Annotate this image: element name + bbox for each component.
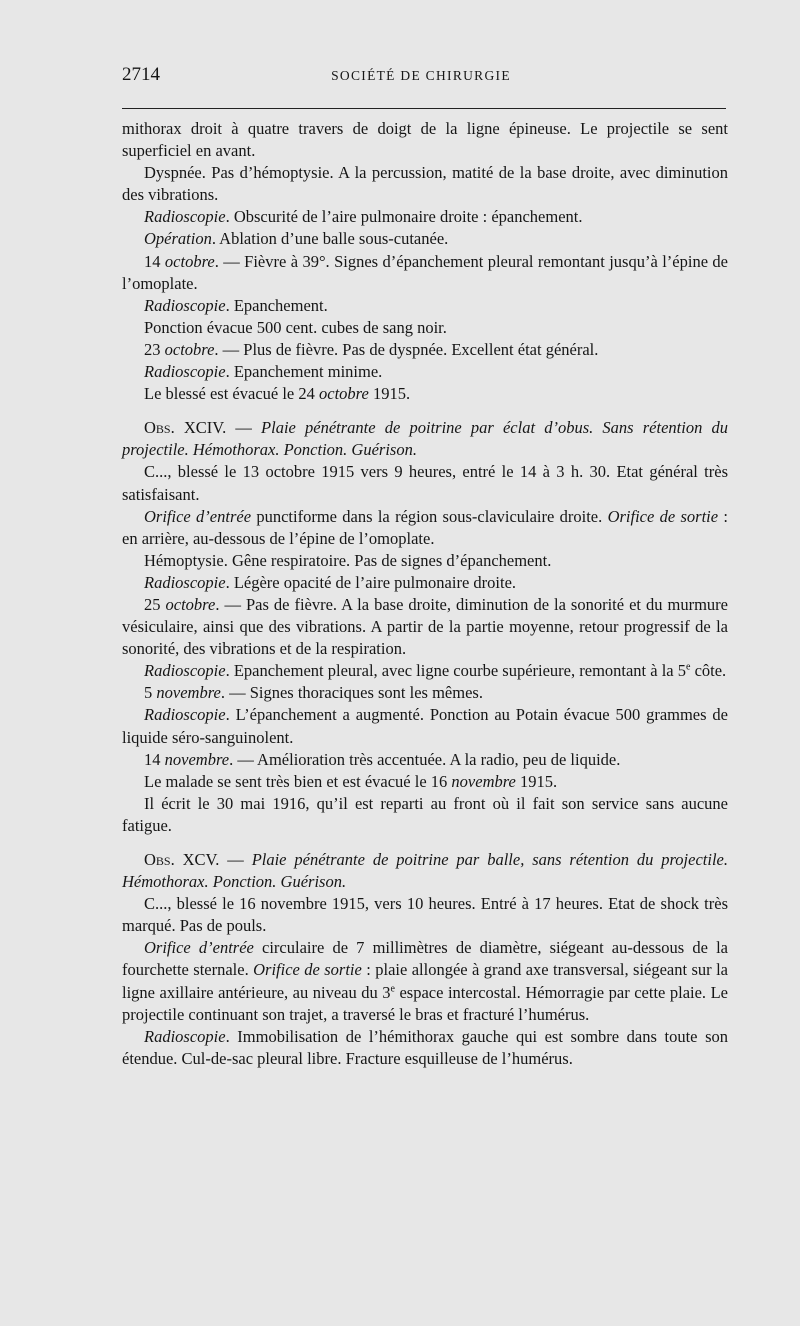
text-run: punctiforme dans la région sous-claviculaire droite. (251, 506, 608, 526)
text-run: Orifice d’entrée (144, 938, 254, 958)
paragraph (122, 118, 728, 162)
paragraph (122, 295, 728, 317)
text-run: Orifice d’entrée (144, 506, 252, 526)
body-text (122, 118, 728, 1070)
page-header (122, 64, 720, 92)
text-run: Plaie pénétrante de poitrine par balle, sans rétention du projectile. Hémothorax. Ponction. Guérison. (122, 850, 728, 892)
paragraph (122, 162, 728, 206)
paragraph (122, 206, 728, 228)
text-run: 1915. (368, 384, 411, 404)
text-run: 14 (144, 749, 165, 769)
text-run: . Obscurité de l’aire pulmonaire droite : épanchement. (225, 207, 583, 227)
text-run: 25 (144, 594, 166, 614)
running-title: SOCIÉTÉ DE CHIRURGIE (331, 68, 511, 83)
paragraph (122, 771, 728, 793)
text-run: Obs (144, 418, 171, 438)
paragraph (122, 849, 728, 893)
page-number: 2714 (122, 64, 160, 85)
text-run: 1915. (515, 771, 558, 791)
text-run: Le blessé est évacué le 24 (144, 384, 320, 404)
paragraph (122, 550, 728, 572)
text-run: . L’épanchement a augmenté. Ponction au Potain évacue 500 grammes de liquide séro-sanguinolent. (122, 705, 728, 747)
paragraph (122, 339, 728, 361)
paragraph (122, 417, 728, 461)
text-run: Radioscopie (144, 362, 226, 382)
text-run: C..., blessé le 13 octobre 1915 vers 9 heures, entré le 14 à 3 h. 30. Etat général très satisfaisant. (122, 462, 728, 504)
text-run: . XCIV. — (170, 418, 262, 438)
text-run: Obs (144, 850, 171, 869)
text-run: côte. (690, 661, 727, 681)
text-run: . — Fièvre à 39°. Signes d’épanchement pleural remontant jusqu’à l’épine de l’omoplate. (122, 251, 729, 293)
paragraph (122, 682, 728, 704)
text-run: 14 (144, 251, 165, 271)
text-run: Dyspnée. Pas d’hémoptysie. A la percussion, matité de la base droite, avec diminution des vibrations. (122, 163, 728, 205)
text-run: Radioscopie (144, 207, 226, 227)
text-run: Il écrit le 30 mai 1916, qu’il est reparti au front où il fait son service sans aucune fatigue. (122, 793, 728, 835)
text-run: Radioscopie (144, 1026, 226, 1046)
header-rule (122, 108, 726, 109)
text-run: Orifice de sortie (607, 506, 719, 526)
paragraph (122, 594, 728, 660)
paragraph (122, 893, 728, 937)
paragraph (122, 506, 728, 550)
paragraph (122, 749, 728, 771)
text-run: e (390, 983, 395, 995)
text-run: Le malade se sent très bien et est évacué le 16 (144, 771, 452, 791)
paragraph (122, 660, 728, 682)
paragraph (122, 383, 728, 405)
text-run: : en arrière, au-dessous de l’épine de l’omoplate. (122, 506, 728, 548)
text-run: C..., blessé le 16 novembre 1915, vers 10 heures. Entré à 17 heures. Etat de shock très marqué. Pas de pouls. (122, 894, 728, 936)
section-gap (122, 837, 728, 849)
text-run: circulaire de 7 millimètres de diamètre, siégeant au-dessous de la fourchette sternale. (122, 938, 728, 980)
paragraph (122, 572, 728, 594)
text-run: . — Amélioration très accentuée. A la radio, peu de liquide. (229, 749, 621, 769)
text-run: Radioscopie (144, 295, 226, 315)
paragraph (122, 937, 728, 1025)
text-run: Radioscopie (144, 661, 226, 681)
text-run: Ponction évacue 500 cent. cubes de sang noir. (144, 317, 447, 337)
text-run: . Ablation d’une balle sous-cutanée. (211, 229, 449, 249)
paragraph (122, 361, 728, 383)
text-run: . Epanchement minime. (225, 362, 383, 382)
text-run: octobre (165, 594, 216, 614)
text-run: . XCV. — (170, 850, 252, 869)
text-run: . — Signes thoraciques sont les mêmes. (220, 683, 483, 703)
text-run: novembre (451, 771, 516, 791)
paragraph (122, 793, 728, 837)
text-run: . Légère opacité de l’aire pulmonaire droite. (225, 572, 517, 592)
text-run: e (686, 661, 691, 673)
text-run: Opération (144, 229, 212, 249)
paragraph (122, 317, 728, 339)
text-run: . — Plus de fièvre. Pas de dyspnée. Excellent état général. (214, 339, 599, 359)
text-run: espace intercostal. Hémorragie par cette plaie. Le projectile continuant son trajet, a traversé le bras et fracturé l’humérus. (122, 982, 728, 1024)
text-run: Radioscopie (144, 705, 226, 725)
text-run: 5 (144, 683, 157, 703)
text-run: novembre (164, 749, 230, 769)
text-run: Orifice de sortie (253, 960, 362, 980)
text-run: Plaie pénétrante de poitrine par éclat d’obus. Sans rétention du projectile. Hémothorax. Ponction. Guérison. (122, 418, 728, 460)
paragraph (122, 1026, 728, 1070)
text-run: . Epanchement pleural, avec ligne courbe supérieure, remontant à la 5 (225, 661, 686, 681)
text-run: octobre (164, 251, 215, 271)
text-run: Radioscopie (144, 572, 226, 592)
paragraph (122, 228, 728, 250)
section-gap (122, 405, 728, 417)
text-run: . Epanchement. (225, 295, 328, 315)
text-run: octobre (319, 384, 369, 404)
text-run: 23 (144, 339, 165, 359)
text-run: mithorax droit à quatre travers de doigt de la ligne épineuse. Le projectile se sent superficiel en avant. (122, 119, 728, 161)
text-run: novembre (156, 683, 221, 703)
paragraph (122, 251, 728, 295)
paragraph (122, 704, 728, 748)
text-run: Hémoptysie. Gêne respiratoire. Pas de signes d’épanchement. (144, 550, 552, 570)
paragraph (122, 461, 728, 505)
text-run: . — Pas de fièvre. A la base droite, diminution de la sonorité et du murmure vésiculaire, ainsi que des vibrations. A partir de la partie moyenne, retour progressif de la sonorité, des vibrations et de la respiration. (122, 594, 728, 659)
text-run: . Immobilisation de l’hémithorax gauche qui est sombre dans toute son étendue. Cul-de-sac pleural libre. Fracture esquilleuse de l’humérus. (122, 1026, 728, 1068)
text-run: : plaie allongée à grand axe transversal, siégeant sur la ligne axillaire antérieure, au niveau du 3 (122, 960, 728, 1002)
text-run: octobre (164, 339, 215, 359)
